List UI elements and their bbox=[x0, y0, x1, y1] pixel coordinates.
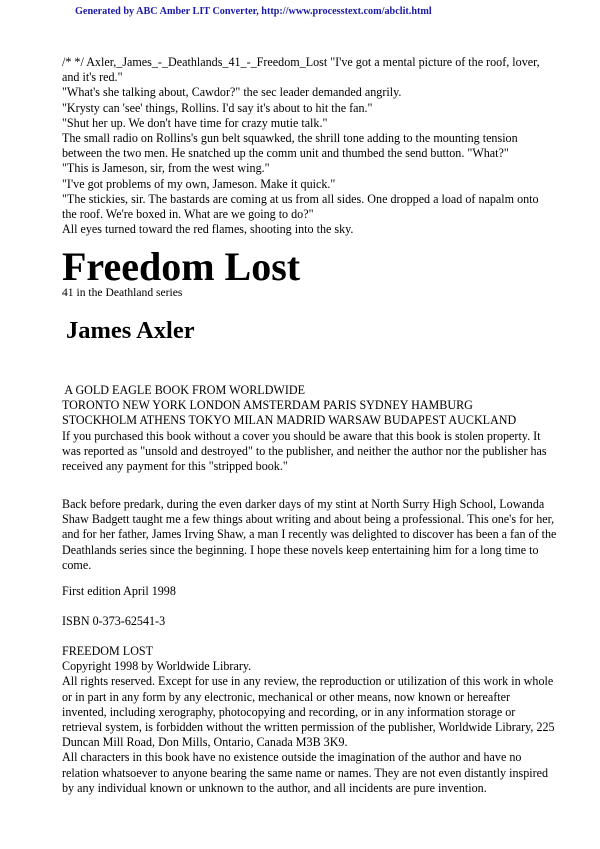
copyright-notice: Copyright 1998 by Worldwide Library. bbox=[62, 659, 252, 674]
publisher-line: STOCKHOLM ATHENS TOKYO MILAN MADRID WARSAW BUDAPEST AUCKLAND bbox=[62, 413, 517, 428]
excerpt-paragraph: The small radio on Rollins's gun belt squawked, the shrill tone adding to the mounting tension between the two men. He snatched up the comm unit and thumbed the send button. "What?" bbox=[62, 131, 518, 161]
edition-line bbox=[62, 584, 557, 599]
book-title: Freedom Lost bbox=[62, 244, 301, 289]
excerpt-paragraph: /* */ Axler,_James_-_Deathlands_41_-_Freedom_Lost "I've got a mental picture of the roof, lover, and it's red." bbox=[62, 55, 540, 85]
series-line: 41 in the Deathland series bbox=[62, 286, 183, 299]
copyright-title: FREEDOM LOST bbox=[62, 644, 154, 658]
stripped-book-notice: If you purchased this book without a cover you should be aware that this book is stolen property. It was reported as "unsold and destroyed" to the publisher, and neither the author nor the publisher has received any payment for this "stripped book." bbox=[62, 428, 547, 474]
fiction-disclaimer: All characters in this book have no existence outside the imagination of the author and have no relation whatsoever to anyone bearing the same name or names. They are not even distantly inspired by any individual known or unknown to the author, and all incidents are pure invention. bbox=[62, 750, 549, 795]
publisher-line: A GOLD EAGLE BOOK FROM WORLDWIDE bbox=[62, 383, 305, 397]
excerpt-paragraph: "I've got problems of my own, Jameson. Make it quick." bbox=[62, 176, 336, 191]
excerpt-paragraph: "What's she talking about, Cawdor?" the sec leader demanded angrily. bbox=[62, 85, 402, 100]
edition-text: First edition April 1998 bbox=[62, 584, 176, 598]
publisher-line: TORONTO NEW YORK LONDON AMSTERDAM PARIS SYDNEY HAMBURG bbox=[62, 398, 473, 413]
excerpt-paragraph: "Shut her up. We don't have time for crazy mutie talk." bbox=[62, 115, 328, 130]
author-name: James Axler bbox=[66, 317, 195, 344]
excerpt bbox=[62, 55, 552, 237]
dedication bbox=[62, 497, 557, 573]
excerpt-paragraph: All eyes turned toward the red flames, shooting into the sky. bbox=[62, 222, 354, 237]
excerpt-paragraph: "This is Jameson, sir, from the west wing." bbox=[62, 161, 270, 176]
generator-link[interactable]: Generated by ABC Amber LIT Converter, http://www.processtext.com/abclit.html bbox=[75, 6, 432, 17]
excerpt-paragraph: "Krysty can 'see' things, Rollins. I'd say it's about to hit the fan." bbox=[62, 100, 373, 115]
publisher-block bbox=[62, 383, 557, 474]
isbn-line bbox=[62, 614, 557, 629]
copyright-block bbox=[62, 644, 557, 796]
dedication-text: Back before predark, during the even darker days of my stint at North Surry High School, Lowanda Shaw Badgett taught me a few things about writing and about being a professional. This one's for her, and for her father, James Irving Shaw, a man I recently was delighted to discover has been a fan of the Deathlands series since the beginning. I hope these novels keep entertaining him for a long time to come. bbox=[62, 497, 557, 572]
rights-reserved-text: All rights reserved. Except for use in any review, the reproduction or utilization of this work in whole or in part in any form by any electronic, mechanical or other means, now known or hereafter invented, including xerography, photocopying and recording, or in any information storage or retrieval system, is forbidden without the written permission of the publisher, Worldwide Library, 225 Duncan Mill Road, Don Mills, Ontario, Canada M3B 3K9. bbox=[62, 674, 555, 750]
excerpt-paragraph: "The stickies, sir. The bastards are coming at us from all sides. One dropped a load of napalm onto the roof. We're boxed in. What are we going to do?" bbox=[62, 191, 539, 222]
isbn-text: ISBN 0-373-62541-3 bbox=[62, 614, 166, 628]
